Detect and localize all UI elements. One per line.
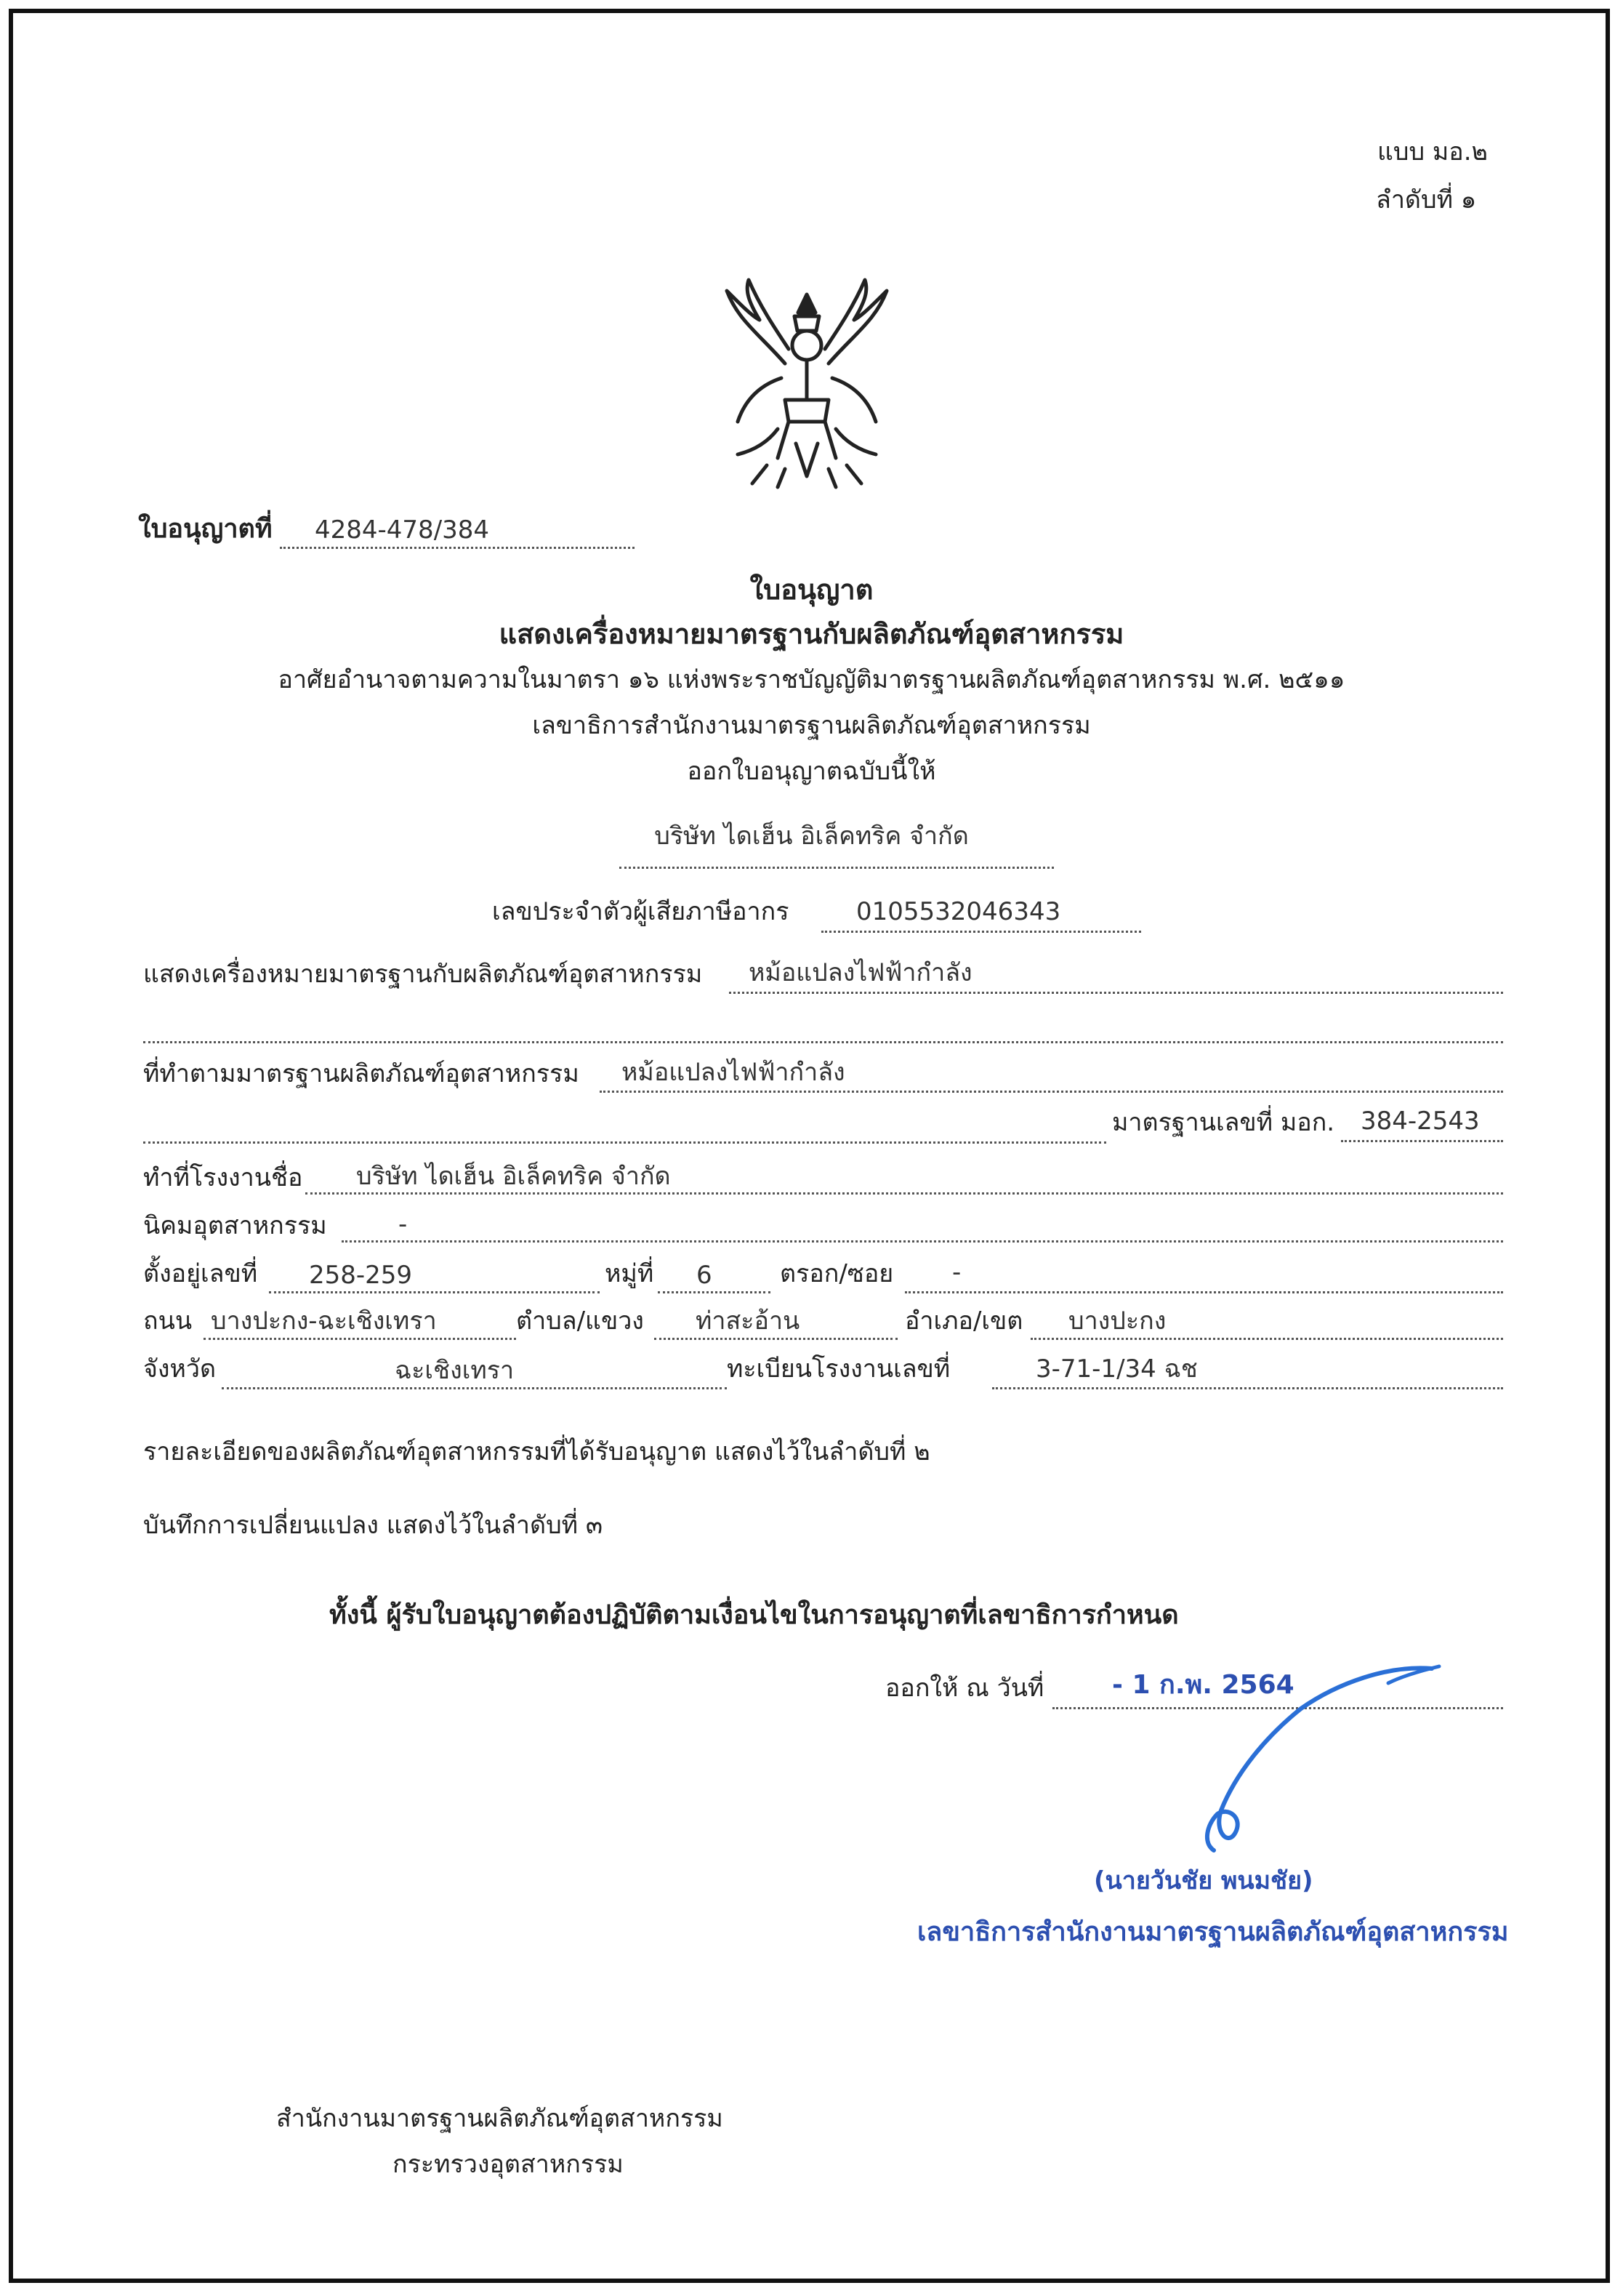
blank-dotline <box>143 1041 1503 1043</box>
form-code: แบบ มอ.๒ <box>1377 137 1488 166</box>
tax-id-dotline <box>821 931 1141 933</box>
province-dotline <box>222 1387 727 1389</box>
changes-note: บันทึกการเปลี่ยนแปลง แสดงไว้ในลำดับที่ ๓ <box>143 1511 603 1540</box>
standard-dotline <box>600 1091 1503 1093</box>
signatory-title: เลขาธิการสำนักงานมาตรฐานผลิตภัณฑ์อุตสาหกรรม <box>917 1917 1509 1947</box>
issue-date-stamp: - 1 ก.พ. 2564 <box>1112 1670 1294 1700</box>
details-note: รายละเอียดของผลิตภัณฑ์อุตสาหกรรมที่ได้รับอนุญาต แสดงไว้ในลำดับที่ ๒ <box>143 1437 930 1466</box>
document-title: ใบอนุญาต <box>749 574 874 606</box>
authority-line: อาศัยอำนาจตามความในมาตรา ๑๖ แห่งพระราชบัญญัติมาตรฐานผลิตภัณฑ์อุตสาหกรรม พ.ศ. ๒๕๑๑ <box>278 665 1345 694</box>
product-mark-dotline <box>729 992 1503 994</box>
standard-number-value: 384-2543 <box>1361 1107 1480 1136</box>
standard-blank-dotline <box>143 1141 1106 1144</box>
district-dotline <box>1031 1338 1503 1340</box>
estate-value: - <box>398 1210 408 1239</box>
garuda-emblem-icon <box>716 276 898 494</box>
address-value: 258-259 <box>309 1261 413 1290</box>
product-mark-value: หม้อแปลงไฟฟ้ากำลัง <box>749 958 972 987</box>
subdistrict-label: ตำบล/แขวง <box>516 1306 644 1336</box>
factory-name-label: ทำที่โรงงานชื่อ <box>143 1163 303 1192</box>
soi-dotline <box>905 1291 1503 1293</box>
signature-scribble <box>1170 1650 1446 1883</box>
condition-note: ทั้งนี้ ผู้รับใบอนุญาตต้องปฏิบัติตามเงื่อนไขในการอนุญาตที่เลขาธิการกำหนด <box>329 1600 1179 1630</box>
district-value: บางปะกง <box>1068 1306 1167 1336</box>
signatory-name: (นายวันชัย พนมชัย) <box>1094 1866 1313 1895</box>
soi-value: - <box>952 1258 962 1287</box>
licensee-company: บริษัท ไดเฮ็น อิเล็คทริค จำกัด <box>654 822 969 851</box>
registration-label: ทะเบียนโรงงานเลขที่ <box>727 1354 951 1384</box>
standard-number-label: มาตรฐานเลขที่ มอก. <box>1112 1108 1335 1137</box>
address-dotline <box>269 1291 600 1293</box>
registration-dotline <box>992 1387 1503 1389</box>
subdistrict-dotline <box>654 1338 898 1340</box>
factory-name-value: บริษัท ไดเฮ็น อิเล็คทริค จำกัด <box>356 1162 671 1191</box>
product-mark-label: แสดงเครื่องหมายมาตรฐานกับผลิตภัณฑ์อุตสาหกรรม <box>143 960 703 989</box>
license-number-label: ใบอนุญาตที่ <box>138 514 273 544</box>
road-label: ถนน <box>143 1306 193 1336</box>
tax-id-label: เลขประจำตัวผู้เสียภาษีอากร <box>492 897 789 926</box>
issue-date-label: ออกให้ ณ วันที่ <box>885 1674 1044 1703</box>
tax-id-value: 0105532046343 <box>856 897 1061 926</box>
licensee-dotline <box>619 867 1054 869</box>
soi-label: ตรอก/ซอย <box>780 1259 894 1288</box>
district-label: อำเภอ/เขต <box>905 1306 1023 1336</box>
license-number-value: 4284-478/384 <box>315 515 490 545</box>
road-dotline <box>204 1338 516 1340</box>
form-sequence: ลำดับที่ ๑ <box>1376 185 1477 214</box>
subdistrict-value: ท่าสะอ้าน <box>696 1306 800 1336</box>
registration-value: 3-71-1/34 ฉช <box>1036 1354 1198 1384</box>
address-label: ตั้งอยู่เลขที่ <box>143 1259 258 1288</box>
estate-label: นิคมอุตสาหกรรม <box>143 1211 327 1240</box>
document-subtitle: แสดงเครื่องหมายมาตรฐานกับผลิตภัณฑ์อุตสาหกรรม <box>499 618 1124 650</box>
standard-value: หม้อแปลงไฟฟ้ากำลัง <box>621 1058 845 1087</box>
secretary-line: เลขาธิการสำนักงานมาตรฐานผลิตภัณฑ์อุตสาหกรรม <box>532 711 1091 740</box>
province-value: ฉะเชิงเทรา <box>395 1356 515 1385</box>
estate-dotline <box>342 1240 1503 1243</box>
moo-dotline <box>658 1291 770 1293</box>
road-value: บางปะกง-ฉะเชิงเทรา <box>211 1306 437 1336</box>
issue-to-line: ออกใบอนุญาตฉบับนี้ให้ <box>687 757 936 786</box>
standard-number-dotline <box>1341 1140 1503 1142</box>
province-label: จังหวัด <box>143 1354 217 1384</box>
footer-ministry: กระทรวงอุตสาหกรรม <box>392 2150 624 2179</box>
license-number-dotline <box>280 547 635 549</box>
moo-value: 6 <box>696 1261 712 1290</box>
factory-name-dotline <box>305 1192 1503 1195</box>
moo-label: หมู่ที่ <box>605 1259 654 1288</box>
footer-office: สำนักงานมาตรฐานผลิตภัณฑ์อุตสาหกรรม <box>276 2104 723 2133</box>
standard-label: ที่ทำตามมาตรฐานผลิตภัณฑ์อุตสาหกรรม <box>143 1059 579 1088</box>
